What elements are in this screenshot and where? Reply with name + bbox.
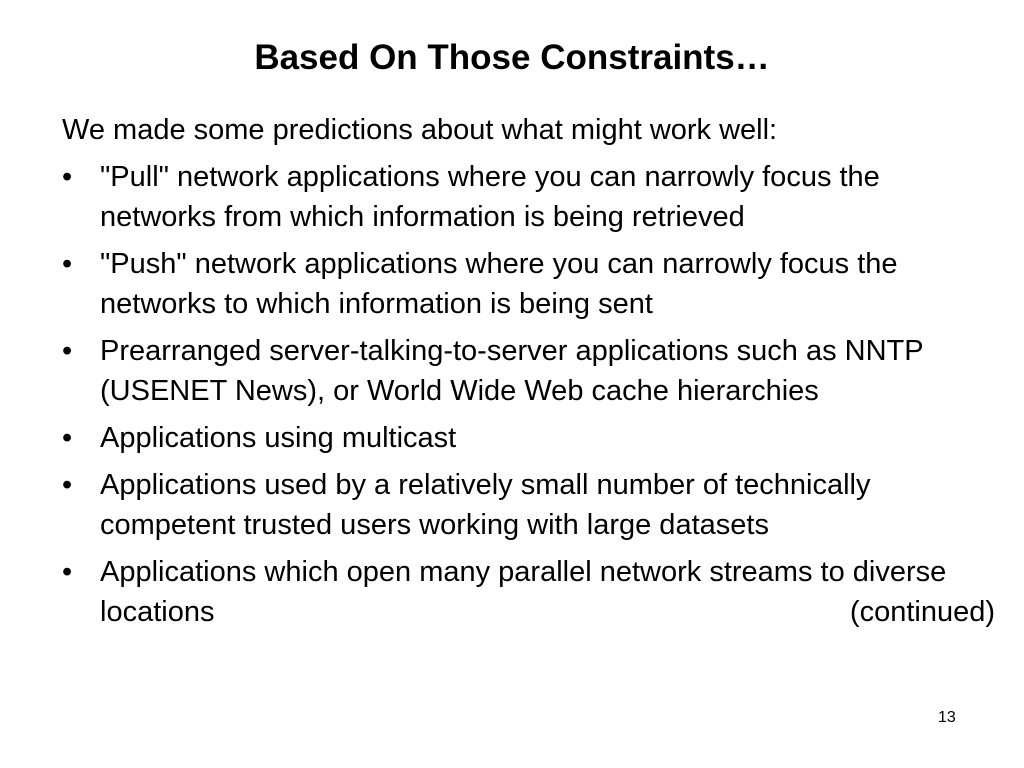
bullet-list <box>62 157 995 632</box>
bullet-item <box>62 157 967 237</box>
continued-label: (continued) <box>849 596 995 628</box>
intro-text: We made some predictions about what might work well: <box>62 114 778 146</box>
slide-title: Based On Those Constraints… <box>254 38 770 77</box>
page-number: 13 <box>938 709 956 726</box>
bullet-item <box>62 331 967 411</box>
bullet-item <box>62 465 967 545</box>
bullet-icon: • <box>62 161 73 193</box>
bullet-text: Prearranged server-talking-to-server applications such as NNTP (USENET News), or World Wide Web cache hierarchies <box>100 335 924 407</box>
bullet-item <box>62 552 995 632</box>
bullet-item <box>62 244 967 324</box>
bullet-text <box>100 556 995 628</box>
slide-content <box>62 110 995 639</box>
bullet-icon: • <box>62 422 73 454</box>
bullet-icon: • <box>62 335 73 367</box>
bullet-text: "Push" network applications where you can narrowly focus the networks to which information is being sent <box>100 248 898 320</box>
bullet-text: Applications used by a relatively small number of technically competent trusted users working with large datasets <box>100 469 871 541</box>
last-bullet-text: Applications which open many parallel network streams to diverse locations <box>100 556 947 628</box>
bullet-icon: • <box>62 556 73 588</box>
bullet-icon: • <box>62 469 73 501</box>
bullet-text: Applications using multicast <box>100 422 457 454</box>
bullet-item <box>62 418 967 458</box>
bullet-text: "Pull" network applications where you can narrowly focus the networks from which information is being retrieved <box>100 161 880 233</box>
bullet-icon: • <box>62 248 73 280</box>
